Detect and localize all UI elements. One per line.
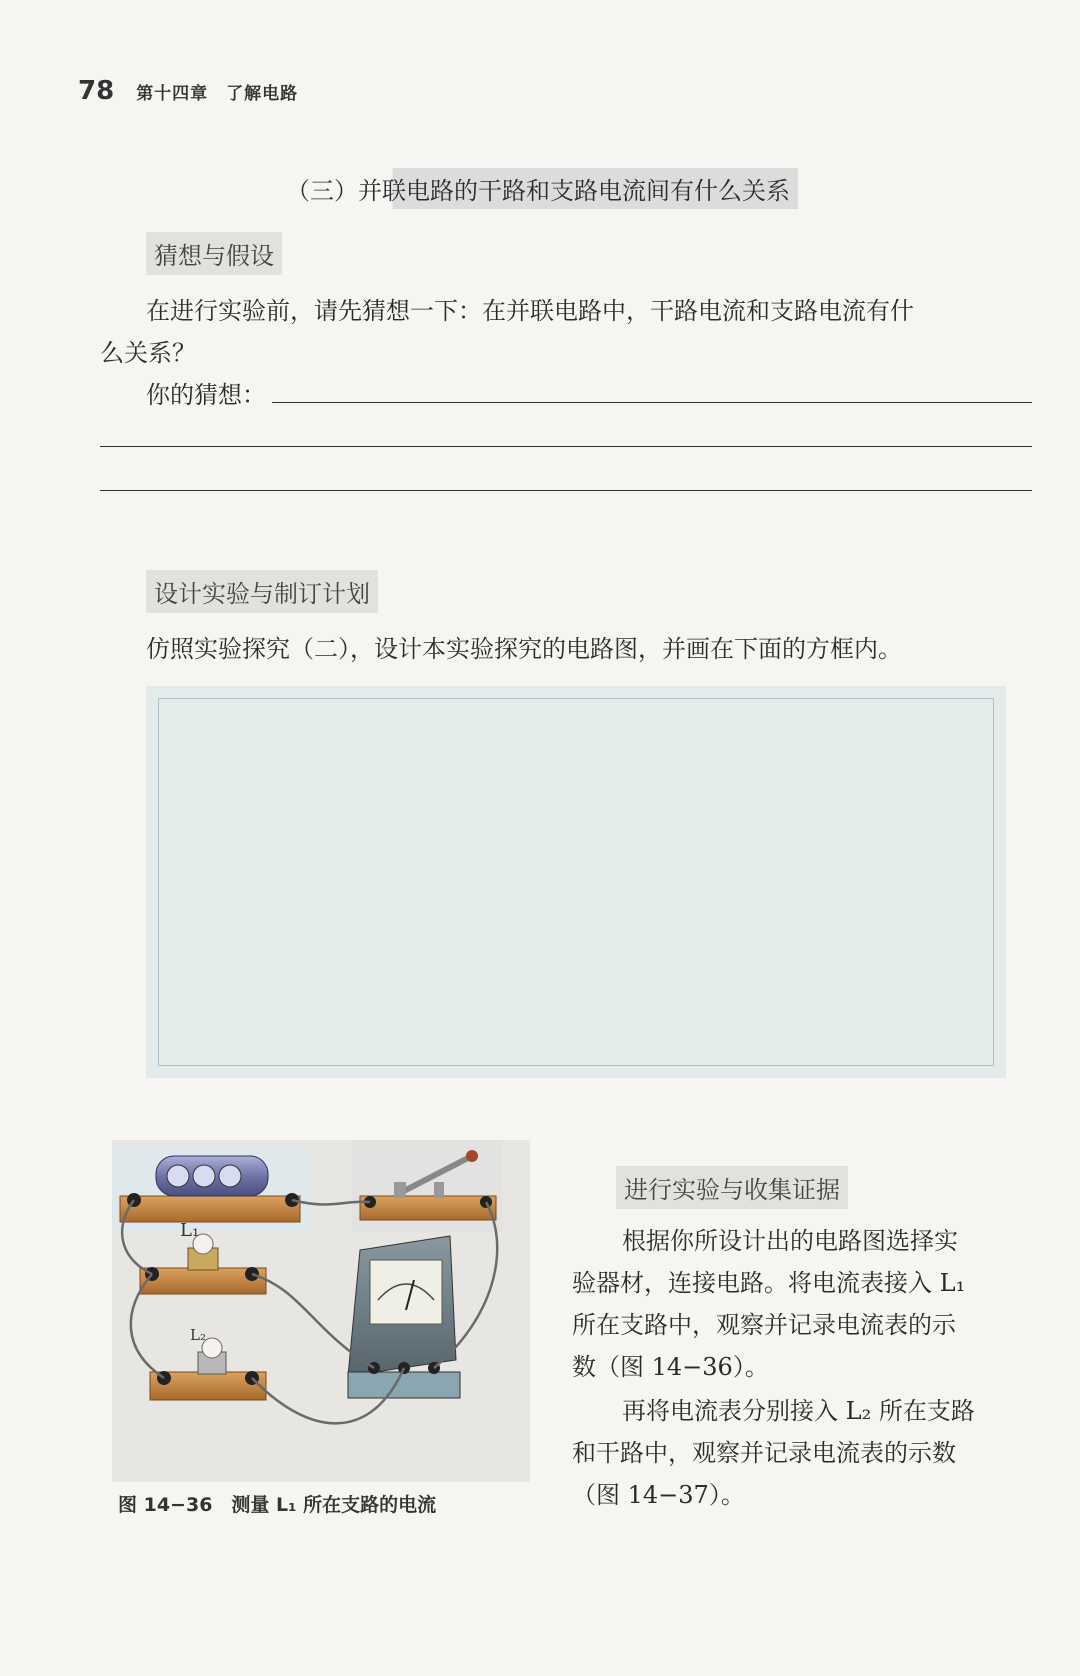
experiment-p1-line3: 所在支路中，观察并记录电流表的示 xyxy=(572,1311,956,1339)
answer-line-2[interactable] xyxy=(100,446,1032,447)
experiment-p1-line2: 验器材，连接电路。将电流表接入 L₁ xyxy=(572,1269,966,1297)
experiment-p1-line1: 根据你所设计出的电路图选择实 xyxy=(622,1227,958,1255)
answer-label: 你的猜想： xyxy=(146,381,266,409)
section-title: （三）并联电路的干路和支路电流间有什么关系 xyxy=(278,168,798,209)
circuit-drawing-box[interactable] xyxy=(146,686,1006,1078)
hypothesis-prompt-line2: 么关系？ xyxy=(100,339,196,367)
drawing-box-border xyxy=(158,698,994,1066)
figure-caption: 图 14−36 测量 L₁ 所在支路的电流 xyxy=(118,1494,437,1516)
design-instruction: 仿照实验探究（二），设计本实验探究的电路图，并画在下面的方框内。 xyxy=(146,635,902,663)
switch xyxy=(352,1140,502,1232)
hypothesis-heading: 猜想与假设 xyxy=(146,232,282,275)
circuit-photo-illustration xyxy=(112,1140,530,1482)
label-l1: L₁ xyxy=(180,1220,200,1241)
experiment-heading: 进行实验与收集证据 xyxy=(616,1166,848,1209)
running-head xyxy=(78,76,298,106)
design-heading: 设计实验与制订计划 xyxy=(146,570,378,613)
page-number: 78 xyxy=(78,76,115,106)
experiment-p2-line1: 再将电流表分别接入 L₂ 所在支路 xyxy=(622,1397,975,1425)
hypothesis-prompt-line1: 在进行实验前，请先猜想一下：在并联电路中，干路电流和支路电流有什 xyxy=(146,297,914,325)
chapter-title: 第十四章 了解电路 xyxy=(136,84,299,104)
label-l2: L₂ xyxy=(190,1326,206,1344)
experiment-p1-line4: 数（图 14−36）。 xyxy=(572,1353,769,1381)
answer-line-1[interactable] xyxy=(272,402,1032,403)
answer-line-3[interactable] xyxy=(100,490,1032,491)
battery-holder xyxy=(112,1146,312,1232)
experiment-p2-line2: 和干路中，观察并记录电流表的示数 xyxy=(572,1439,956,1467)
experiment-p2-line3: （图 14−37）。 xyxy=(572,1481,745,1509)
ammeter xyxy=(348,1236,460,1398)
